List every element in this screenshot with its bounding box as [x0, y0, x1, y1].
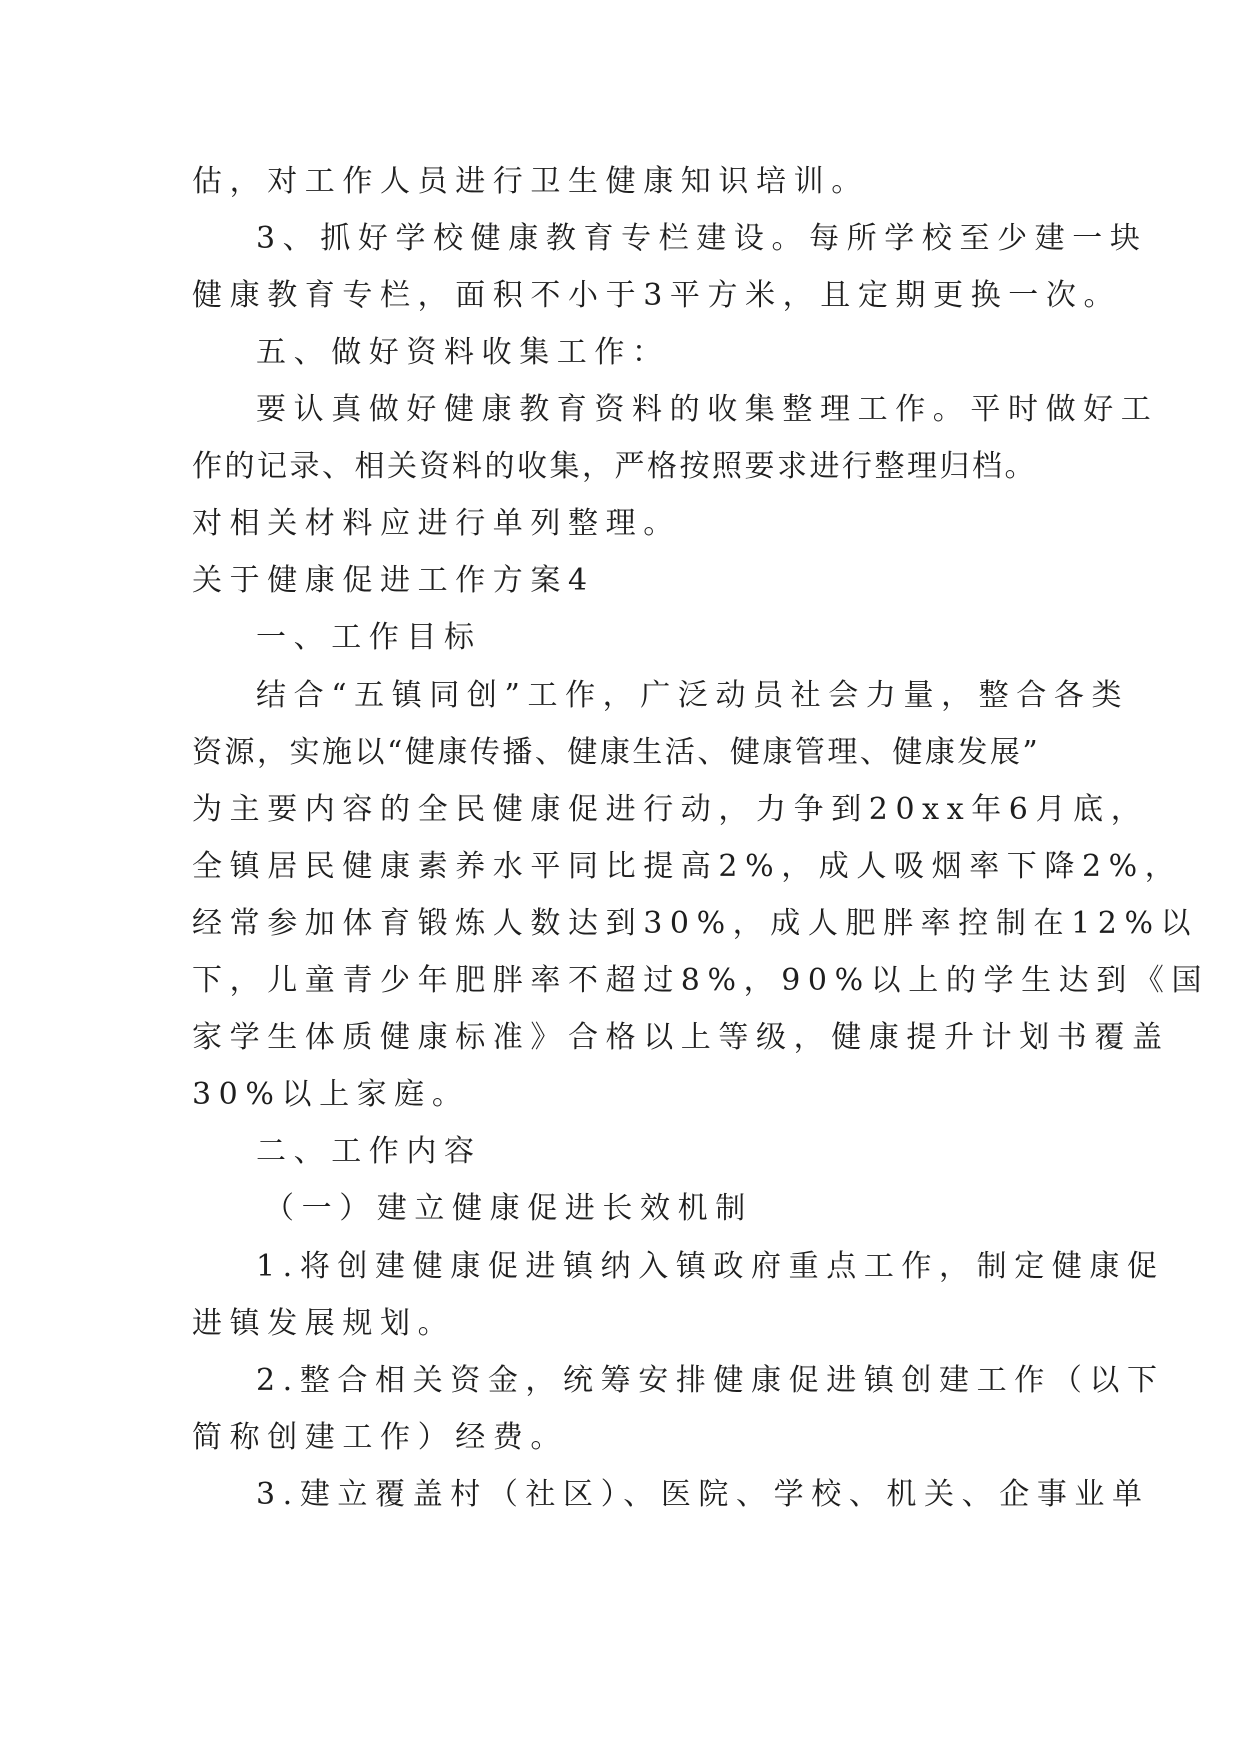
text-line: 对相关材料应进行单列整理。 [192, 506, 681, 541]
text-line: 下，儿童青少年肥胖率不超过8%，90%以上的学生达到《国 [192, 963, 1210, 998]
text-line: 作的记录、相关资料的收集，严格按照要求进行整理归档。 [192, 449, 1037, 484]
text-line: 3.建立覆盖村（社区）、医院、学校、机关、企事业单 [256, 1477, 1150, 1512]
text-line: 简称创建工作）经费。 [192, 1420, 568, 1455]
section-heading: 五、做好资料收集工作： [256, 335, 670, 370]
section-heading: 二、工作内容 [256, 1134, 482, 1169]
section-heading: 一、工作目标 [256, 620, 482, 655]
text-line: 估，对工作人员进行卫生健康知识培训。 [192, 164, 869, 199]
text-line: 全镇居民健康素养水平同比提高2%，成人吸烟率下降2%， [192, 849, 1183, 884]
text-line: 2.整合相关资金，统筹安排健康促进镇创建工作（以下 [256, 1363, 1165, 1398]
text-line: 要认真做好健康教育资料的收集整理工作。平时做好工 [256, 392, 1159, 427]
text-line: 资源，实施以“健康传播、健康生活、健康管理、健康发展” [192, 735, 1041, 770]
text-line: 30%以上家庭。 [192, 1077, 470, 1112]
text-line: 经常参加体育锻炼人数达到30%，成人肥胖率控制在12%以 [192, 906, 1199, 941]
text-line: 1.将创建健康促进镇纳入镇政府重点工作，制定健康促 [256, 1249, 1165, 1284]
text-line: 为主要内容的全民健康促进行动，力争到20xx年6月底， [192, 792, 1149, 827]
text-line: 家学生体质健康标准》合格以上等级，健康提升计划书覆盖 [192, 1020, 1170, 1055]
text-line: 进镇发展规划。 [192, 1306, 456, 1341]
text-line: 3、抓好学校健康教育专栏建设。每所学校至少建一块 [256, 221, 1148, 256]
text-line: 结合“五镇同创”工作，广泛动员社会力量，整合各类 [256, 678, 1130, 713]
subsection-heading: （一）建立健康促进长效机制 [264, 1191, 753, 1226]
document-title: 关于健康促进工作方案4 [192, 563, 595, 598]
text-line: 健康教育专栏，面积不小于3平方米，且定期更换一次。 [192, 278, 1122, 313]
